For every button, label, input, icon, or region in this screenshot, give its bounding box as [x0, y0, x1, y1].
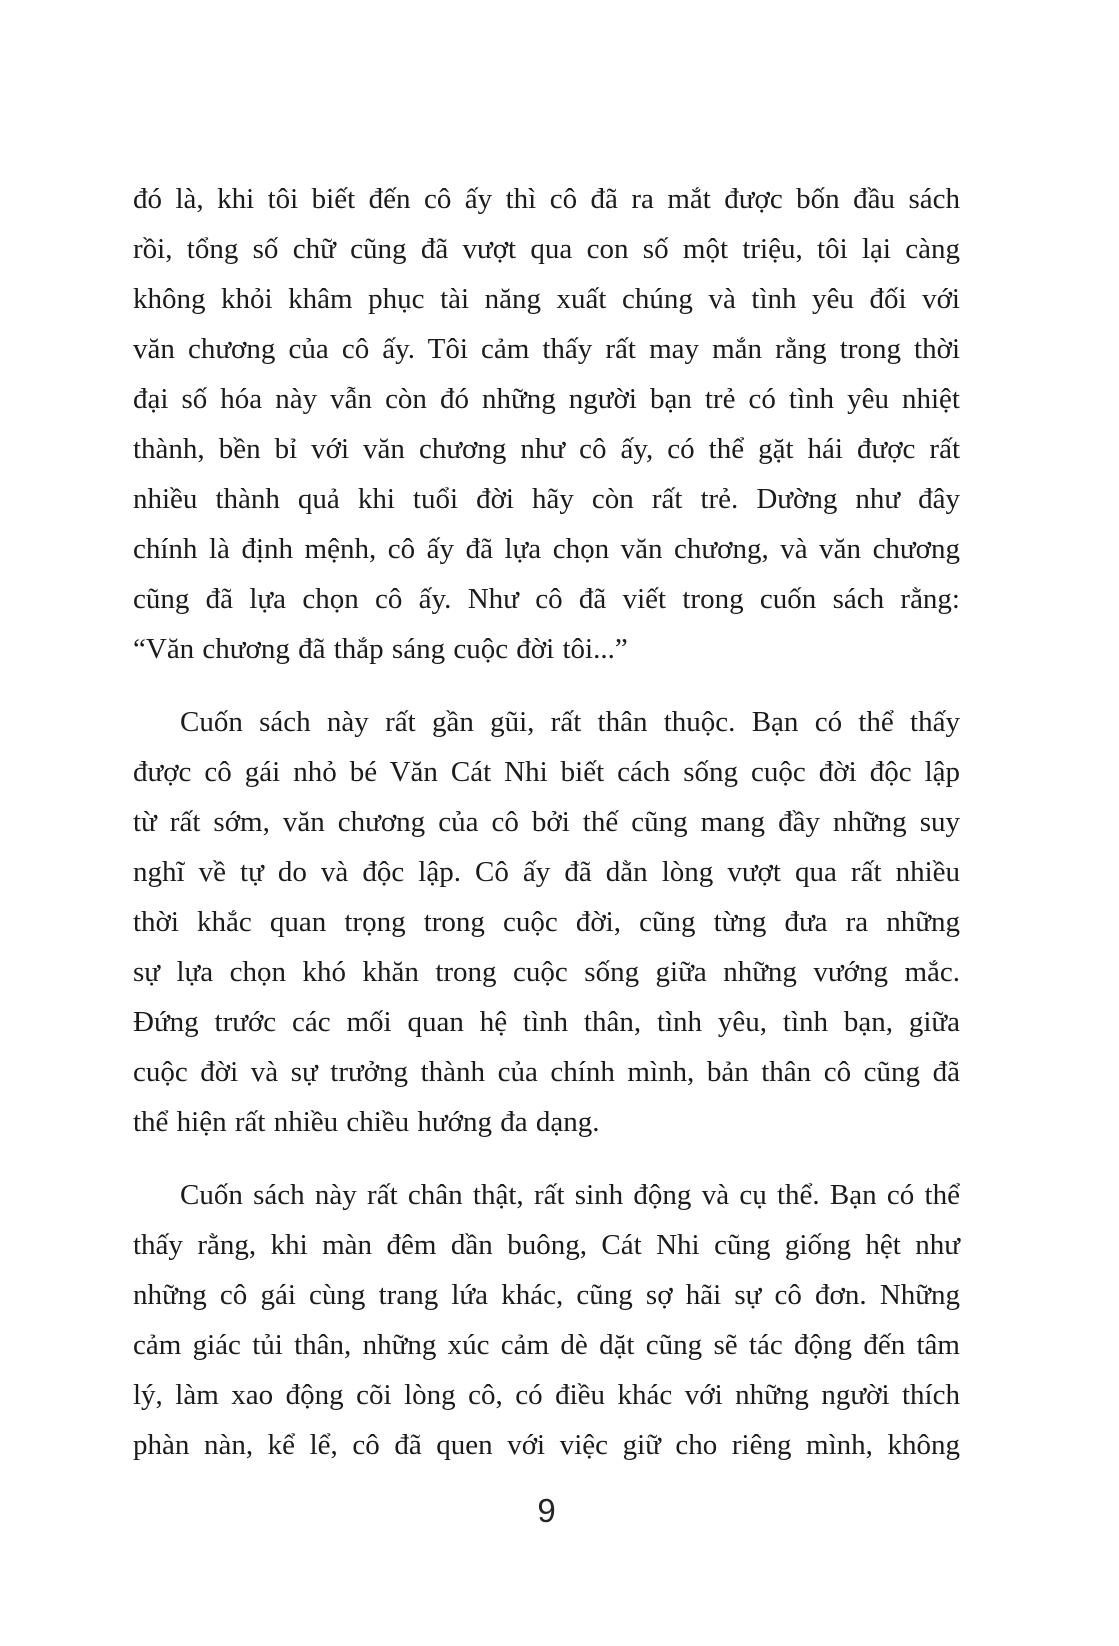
text-line: đó là, khi tôi biết đến cô ấy thì cô đã ra mắt được bốn đầu sách: [133, 183, 960, 215]
text-line: “Văn chương đã thắp sáng cuộc đời tôi...”: [133, 633, 628, 665]
text-line: chính là định mệnh, cô ấy đã lựa chọn văn chương, và văn chương: [133, 533, 960, 565]
text-line: thấy rằng, khi màn đêm dần buông, Cát Nhi cũng giống hệt như: [133, 1229, 960, 1261]
text-line: cảm giác tủi thân, những xúc cảm dè dặt cũng sẽ tác động đến tâm: [133, 1329, 960, 1361]
text-line: Cuốn sách này rất gần gũi, rất thân thuộc. Bạn có thể thấy: [180, 706, 960, 738]
text-line: nhiều thành quả khi tuổi đời hãy còn rất trẻ. Dường như đây: [133, 483, 960, 515]
paragraph-2: [133, 697, 960, 1147]
text-line: những cô gái cùng trang lứa khác, cũng sợ hãi sự cô đơn. Những: [133, 1279, 960, 1311]
text-line: thời khắc quan trọng trong cuộc đời, cũng từng đưa ra những: [133, 906, 960, 938]
text-line: cũng đã lựa chọn cô ấy. Như cô đã viết trong cuốn sách rằng:: [133, 583, 960, 615]
text-line: lý, làm xao động cõi lòng cô, có điều khác với những người thích: [133, 1379, 960, 1411]
text-line: nghĩ về tự do và độc lập. Cô ấy đã dằn lòng vượt qua rất nhiều: [133, 856, 960, 888]
text-line: thành, bền bỉ với văn chương như cô ấy, có thể gặt hái được rất: [133, 433, 960, 465]
text-line: rồi, tổng số chữ cũng đã vượt qua con số một triệu, tôi lại càng: [133, 233, 960, 265]
text-line: được cô gái nhỏ bé Văn Cát Nhi biết cách sống cuộc đời độc lập: [133, 756, 960, 788]
text-line: đại số hóa này vẫn còn đó những người bạn trẻ có tình yêu nhiệt: [133, 383, 960, 415]
text-line: từ rất sớm, văn chương của cô bởi thế cũng mang đầy những suy: [133, 806, 960, 838]
text-line: sự lựa chọn khó khăn trong cuộc sống giữa những vướng mắc.: [133, 956, 960, 988]
text-line: thể hiện rất nhiều chiều hướng đa dạng.: [133, 1106, 600, 1138]
text-line: không khỏi khâm phục tài năng xuất chúng và tình yêu đối với: [133, 283, 960, 315]
page-text-block: [133, 174, 960, 1470]
paragraph-3: [133, 1170, 960, 1470]
text-line: Đứng trước các mối quan hệ tình thân, tình yêu, tình bạn, giữa: [133, 1006, 960, 1038]
paragraph-1: [133, 174, 960, 674]
page-number: 9: [537, 1492, 556, 1529]
text-line: cuộc đời và sự trưởng thành của chính mình, bản thân cô cũng đã: [133, 1056, 960, 1088]
text-line: Cuốn sách này rất chân thật, rất sinh động và cụ thể. Bạn có thể: [180, 1179, 960, 1211]
text-line: văn chương của cô ấy. Tôi cảm thấy rất may mắn rằng trong thời: [133, 333, 960, 365]
text-line: phàn nàn, kể lể, cô đã quen với việc giữ cho riêng mình, không: [133, 1429, 960, 1461]
